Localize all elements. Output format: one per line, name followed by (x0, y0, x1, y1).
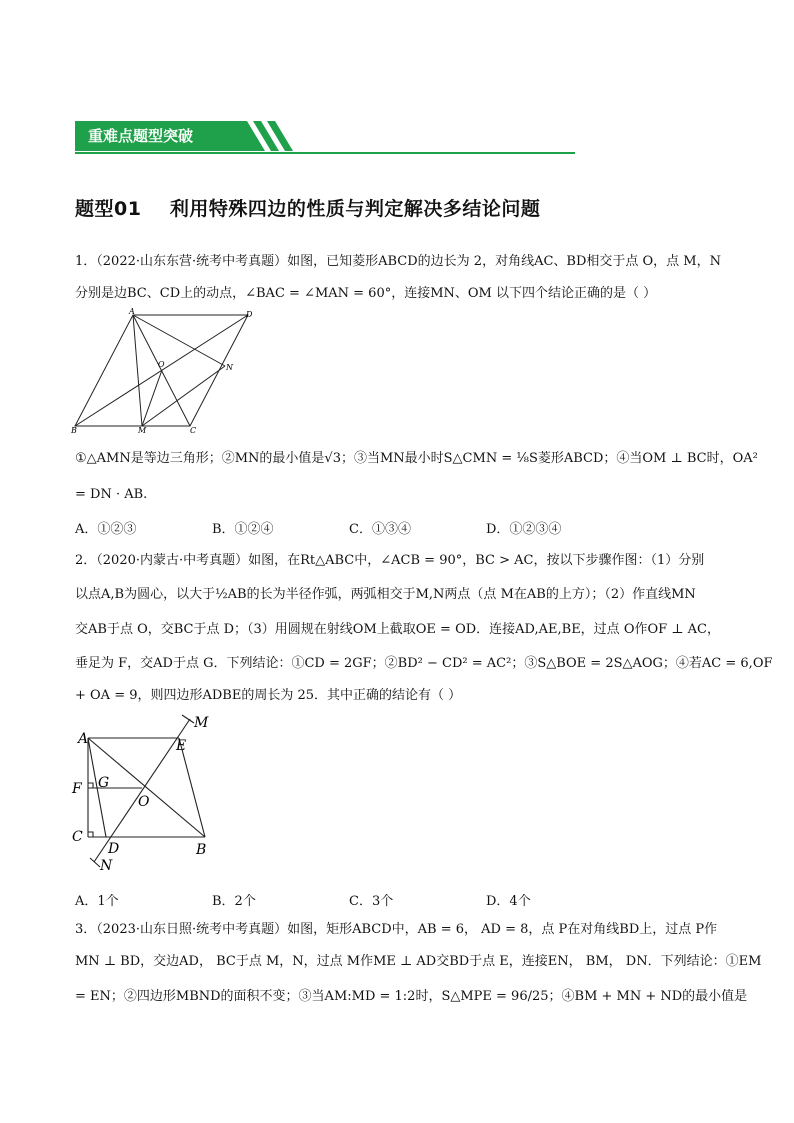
q2-label-f: F (72, 781, 82, 797)
banner-underline (75, 152, 575, 154)
q1-figure-rhombus (70, 308, 270, 434)
q1-option-d[interactable]: D．①②③④ (486, 522, 562, 537)
banner-stripes-icon (235, 121, 355, 153)
q1-conclusion1: ①△AMN是等边三角形；②MN的最小值是√3；③当MN最小时S△CMN = ⅛S菱形ABCD；④当OM ⊥ BC时，OA² (75, 451, 758, 466)
q2-line1: 2．（2020·内蒙古·中考真题）如图，在Rt△ABC中，∠ACB = 90°，BC > AC，按以下步骤作图：（1）分别 (75, 553, 705, 568)
q2-label-a: A (78, 731, 89, 747)
q1-conclusion2: = DN · AB. (75, 487, 148, 502)
q3-line2: MN ⊥ BD，交边AD， BC于点 M，N，过点 M作ME ⊥ AD交BD于点 E，连接EN， BM， DN．下列结论：①EM (75, 954, 762, 969)
q2-option-b[interactable]: B．2个 (212, 894, 256, 909)
section-banner (75, 121, 575, 155)
q2-label-c: C (72, 829, 83, 845)
q1-label-a: A (129, 308, 135, 316)
q1-options (75, 518, 715, 537)
q1-line2: 分别是边BC、CD上的动点，∠BAC = ∠MAN = 60°，连接MN、OM 以下四个结论正确的是（ ） (75, 286, 657, 301)
q2-label-e: E (176, 738, 187, 754)
q2-line2: 以点A,B为圆心，以大于½AB的长为半径作弧，两弧相交于M,N两点（点 M在AB的上方）；（2）作直线MN (75, 587, 696, 602)
q2-option-c[interactable]: C．3个 (349, 894, 394, 909)
q2-line4: 垂足为 F，交AD于点 G．下列结论：①CD = 2GF；②BD² − CD² = AC²；③S△BOE = 2S△AOG；④若AC = 6,OF (75, 656, 773, 671)
q1-option-b[interactable]: B．①②④ (212, 522, 274, 537)
q1-label-d: D (246, 310, 253, 319)
q1-option-a[interactable]: A．①②③ (75, 522, 137, 537)
q1-label-c: C (190, 426, 197, 434)
section-title: 题型01 利用特殊四边的性质与判定解决多结论问题 (75, 198, 541, 220)
q2-options (75, 890, 715, 909)
q1-label-o: O (158, 360, 165, 369)
q3-line1: 3．（2023·山东日照·统考中考真题）如图，矩形ABCD中，AB = 6， AD = 8，点 P在对角线BD上，过点 P作 (75, 922, 718, 937)
q2-label-o: O (138, 794, 150, 810)
q1-label-b: B (71, 426, 77, 434)
q2-option-a[interactable]: A．1个 (75, 894, 119, 909)
q1-option-c[interactable]: C．①③④ (349, 522, 411, 537)
q1-label-m: M (138, 426, 147, 434)
q2-line5: + OA = 9，则四边形ADBE的周长为 25．其中正确的结论有（ ） (75, 688, 462, 703)
q2-label-b: B (196, 842, 207, 858)
q2-label-m: M (194, 715, 209, 731)
q1-label-n: N (226, 363, 233, 372)
q2-label-g: G (98, 775, 110, 791)
q2-label-d: D (108, 841, 120, 857)
q2-option-d[interactable]: D．4个 (486, 894, 531, 909)
q3-line3: = EN；②四边形MBND的面积不变；③当AM:MD = 1:2时，S△MPE = 96/25；④BM + MN + ND的最小值是 (75, 989, 748, 1004)
banner-label: 重难点题型突破 (75, 121, 247, 151)
q1-line1: 1．（2022·山东东营·统考中考真题）如图，已知菱形ABCD的边长为 2，对角线AC、BD相交于点 O，点 M，N (75, 254, 721, 269)
q2-line3: 交AB于点 O，交BC于点 D；（3）用圆规在射线OM上截取OE = OD．连接AD,AE,BE，过点 O作OF ⊥ AC， (75, 622, 720, 637)
q2-label-n: N (100, 858, 113, 874)
q2-figure-triangle (70, 712, 230, 874)
